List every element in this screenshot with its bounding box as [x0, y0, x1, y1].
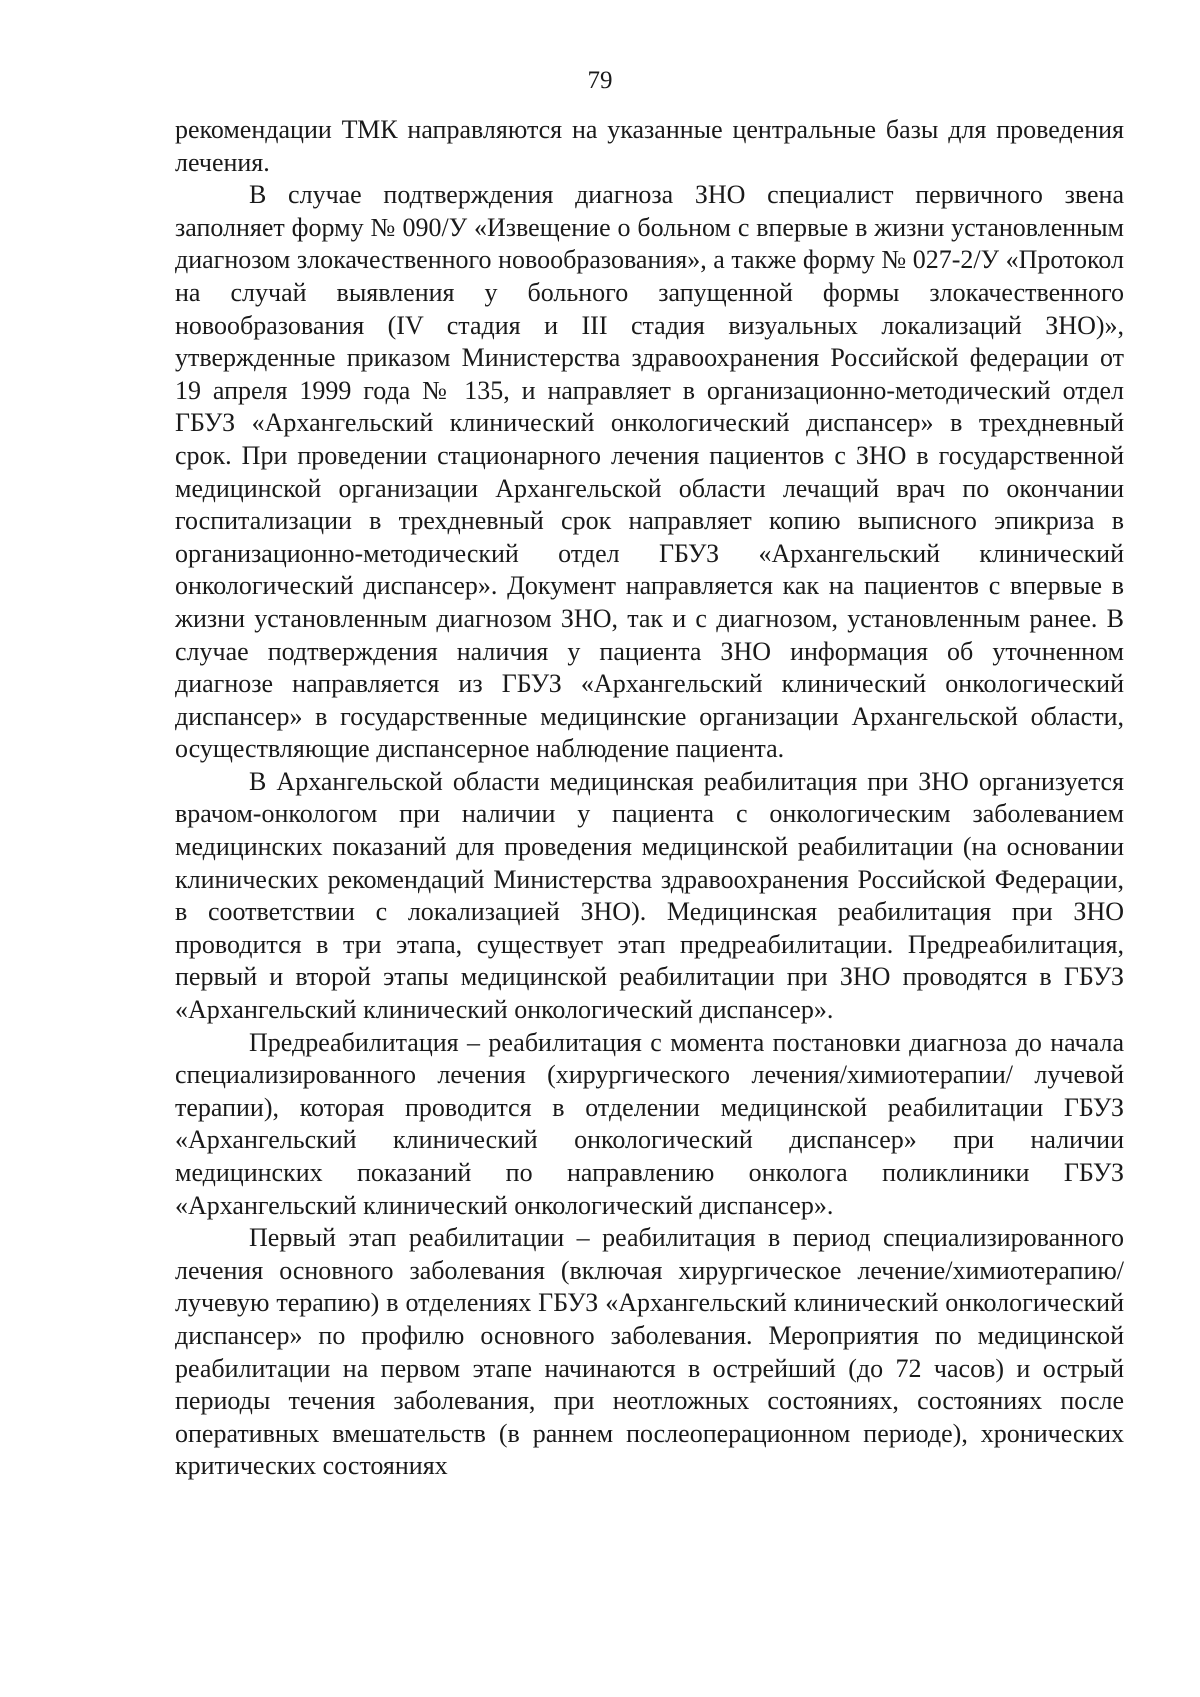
- document-body: [175, 114, 1124, 1483]
- paragraph-medical-rehabilitation: В Архангельской области медицинская реабилитация при ЗНО организуется врачом-онкологом при наличии у пациента с онкологическим заболеванием медицинских показаний для проведения медицинской реабилитации (на основании клинических рекомендаций Министерства здравоохранения Российской Федерации, в соответствии с локализацией ЗНО). Медицинская реабилитация при ЗНО проводится в три этапа, существует этап предреабилитации. Предреабилитация, первый и второй этапы медицинской реабилитации при ЗНО проводятся в ГБУЗ «Архангельский клинический онкологический диспансер».: [175, 766, 1124, 1025]
- paragraph-first-stage-rehabilitation: Первый этап реабилитации – реабилитация в период специализированного лечения основного заболевания (включая хирургическое лечение/химиотерапию/ лучевую терапию) в отделениях ГБУЗ «Архангельский клинический онкологический диспансер» по профилю основного заболевания. Мероприятия по медицинской реабилитации на первом этапе начинаются в острейший (до 72 часов) и острый периоды течения заболевания, при неотложных состояниях, состояниях после оперативных вмешательств (в раннем послеоперационном периоде), хронических критических состояниях: [175, 1223, 1124, 1481]
- paragraph-continuation: рекомендации ТМК направляются на указанные центральные базы для проведения лечения.: [175, 115, 1124, 177]
- paragraph-prerehabilitation: Предреабилитация – реабилитация с момента постановки диагноза до начала специализированного лечения (хирургического лечения/химиотерапии/ лучевой терапии), которая проводится в отделении медицинской реабилитации ГБУЗ «Архангельский клинический онкологический диспансер» при наличии медицинских показаний по направлению онколога поликлиники ГБУЗ «Архангельский клинический онкологический диспансер».: [175, 1027, 1124, 1220]
- paragraph-zno-diagnosis-reporting: В случае подтверждения диагноза ЗНО специалист первичного звена заполняет форму № 090/У «Извещение о больном с впервые в жизни установленным диагнозом злокачественного новообразования», а также форму № 027-2/У «Протокол на случай выявления у больного запущенной формы злокачественного новообразования (IV стадия и III стадия визуальных локализаций ЗНО)», утвержденные приказом Министерства здравоохранения Российской федерации от 19 апреля 1999 года № 135, и направляет в организационно-методический отдел ГБУЗ «Архангельский клинический онкологический диспансер» в трехдневный срок. При проведении стационарного лечения пациентов с ЗНО в государственной медицинской организации Архангельской области лечащий врач по окончании госпитализации в трехдневный срок направляет копию выписного эпикриза в организационно-методический отдел ГБУЗ «Архангельский клинический онкологический диспансер». Документ направляется как на пациентов с впервые в жизни установленным диагнозом ЗНО, так и с диагнозом, установленным ранее. В случае подтверждения наличия у пациента ЗНО информация об уточненном диагнозе направляется из ГБУЗ «Архангельский клинический онкологический диспансер» в государственные медицинские организации Архангельской области, осуществляющие диспансерное наблюдение пациента.: [175, 180, 1124, 764]
- page-number: 79: [587, 67, 613, 94]
